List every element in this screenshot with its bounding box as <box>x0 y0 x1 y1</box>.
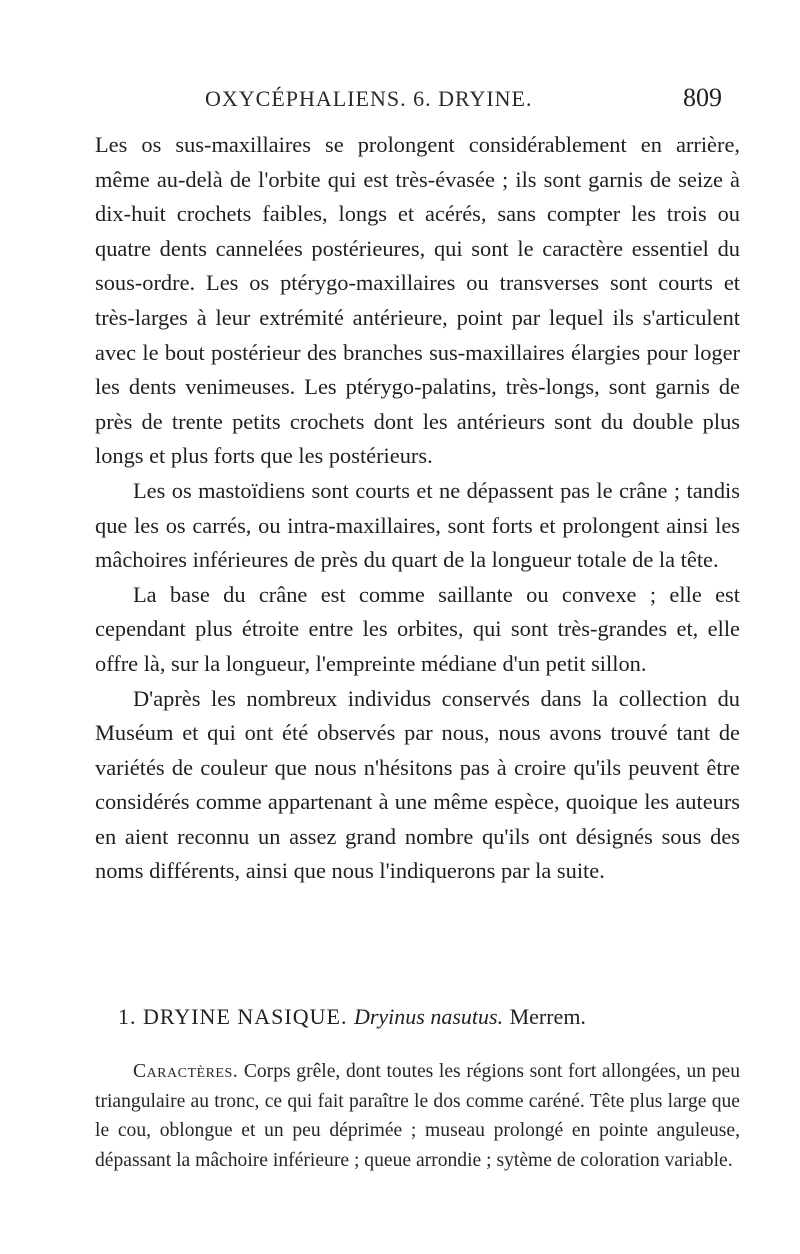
characters-text: Corps grêle, dont toutes les régions sont fort allongées, un peu triangulaire au tronc, ce qui fait paraître le dos comme caréné. Tête plus large que le cou, oblongue et un peu déprimée ; museau prolongé en pointe anguleuse, dépassant la mâchoire inférieure ; queue arrondie ; sytème de coloration variable. <box>95 1061 740 1171</box>
species-number: 1. <box>118 1004 137 1029</box>
running-title: OXYCÉPHALIENS. 6. DRYINE. <box>205 86 533 111</box>
species-heading <box>118 1004 738 1030</box>
species-name: DRYINE NASIQUE. <box>143 1004 348 1029</box>
characters-label: Caractères. <box>133 1061 239 1082</box>
species-author: Merrem. <box>509 1004 586 1029</box>
paragraph-mastoid-bones: Les os mastoïdiens sont courts et ne dépassent pas le crâne ; tandis que les os carrés, ou intra-maxillaires, sont forts et prolongent ainsi les mâchoires inférieures de près du quart de la longueur totale de la tête. <box>95 477 740 573</box>
running-head <box>95 83 740 120</box>
characters-paragraph <box>95 1057 740 1175</box>
body-text <box>95 128 740 889</box>
paragraph-maxillary-bones: Les os sus-maxillaires se prolongent considérablement en arrière, même au-delà de l'orbite qui est très-évasée ; ils sont garnis de seize à dix-huit crochets faibles, longs et acérés, sans compter les trois ou quatre dents cannelées postérieures, qui sont le caractère essentiel du sous-ordre. Les os ptérygo-maxillaires ou transverses sont courts et très-larges à leur extrémité antérieure, point par lequel ils s'articulent avec le bout postérieur des branches sus-maxillaires élargies pour loger les dents venimeuses. Les ptérygo-palatins, très-longs, sont garnis de près de trente petits crochets dont les antérieurs sont du double plus longs et plus forts que les postérieurs. <box>95 132 740 469</box>
species-latin-name: Dryinus nasutus. <box>353 1004 504 1029</box>
characters-section <box>95 1057 740 1175</box>
paragraph-skull-base: La base du crâne est comme saillante ou convexe ; elle est cependant plus étroite entre les orbites, qui sont très-grandes et, elle offre là, sur la longueur, l'empreinte médiane d'un petit sillon. <box>95 581 740 676</box>
paragraph-museum-collection: D'après les nombreux individus conservés dans la collection du Muséum et qui ont été observés par nous, nous avons trouvé tant de variétés de couleur que nous n'hésitons pas à croire qu'ils peuvent être considérés comme appartenant à une même espèce, quoique les auteurs en aient reconnu un assez grand nombre qu'ils ont désignés sous des noms différents, ainsi que nous l'indiquerons par la suite. <box>95 685 740 884</box>
page-number: 809 <box>683 83 722 112</box>
